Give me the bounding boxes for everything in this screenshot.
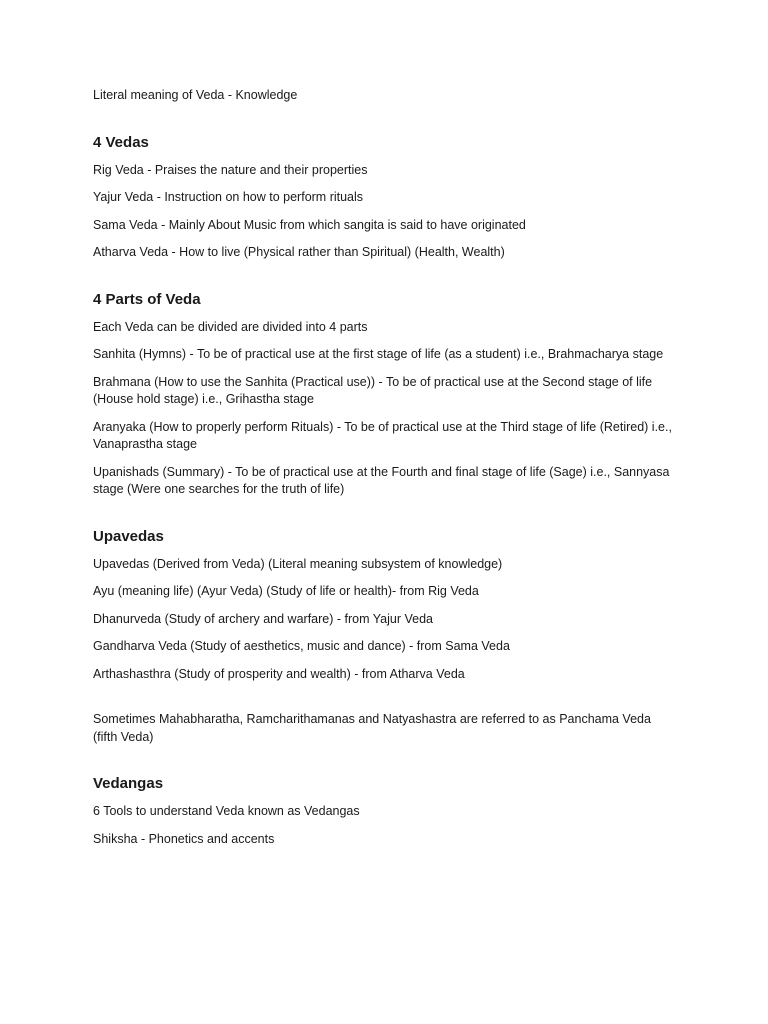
parts-item-sanhita: Sanhita (Hymns) - To be of practical use at the first stage of life (as a student) i.e., Brahmacharya stage xyxy=(93,347,664,361)
upavedas-intro: Upavedas (Derived from Veda) (Literal meaning subsystem of knowledge) xyxy=(93,556,503,571)
vedas-item-atharva: Atharva Veda - How to live (Physical rather than Spiritual) (Health, Wealth) xyxy=(93,245,505,259)
parts-intro: Each Veda can be divided are divided into 4 parts xyxy=(93,319,368,334)
parts-heading: 4 Parts of Veda xyxy=(93,290,201,308)
vedas-heading: 4 Vedas xyxy=(93,133,149,151)
parts-item-brahmana: Brahmana (How to use the Sanhita (Practical use)) - To be of practical use at the Second stage of life (House hold stage) i.e., Grihastha stage xyxy=(93,374,653,406)
parts-item-upanishads: Upanishads (Summary) - To be of practical use at the Fourth and final stage of life (Sage) i.e., Sannyasa stage (Were one searches for the truth of life) xyxy=(93,464,670,496)
parts-item-aranyaka: Aranyaka (How to properly perform Rituals) - To be of practical use at the Third stage of life (Retired) i.e., Vanaprastha stage xyxy=(93,419,672,451)
document-page xyxy=(93,87,678,848)
upavedas-heading: Upavedas xyxy=(93,527,164,545)
upavedas-item-gandharva: Gandharva Veda (Study of aesthetics, music and dance) - from Sama Veda xyxy=(93,639,510,653)
vedangas-intro: 6 Tools to understand Veda known as Vedangas xyxy=(93,804,360,818)
vedas-item-yajur: Yajur Veda - Instruction on how to perform rituals xyxy=(93,190,364,204)
intro-paragraph: Literal meaning of Veda - Knowledge xyxy=(93,88,298,102)
panchama-veda-note: Sometimes Mahabharatha, Ramcharithamanas and Natyashastra are referred to as Panchama Veda (fifth Veda) xyxy=(93,712,651,744)
vedangas-item-shiksha: Shiksha - Phonetics and accents xyxy=(93,831,275,846)
vedangas-heading: Vedangas xyxy=(93,775,164,792)
upavedas-item-ayurveda: Ayu (meaning life) (Ayur Veda) (Study of life or health)- from Rig Veda xyxy=(93,584,479,598)
vedas-item-sama: Sama Veda - Mainly About Music from which sangita is said to have originated xyxy=(93,217,526,232)
upavedas-item-arthashasthra: Arthashasthra (Study of prosperity and wealth) - from Atharva Veda xyxy=(93,666,465,681)
vedas-item-rig: Rig Veda - Praises the nature and their properties xyxy=(93,162,368,177)
upavedas-item-dhanurveda: Dhanurveda (Study of archery and warfare) - from Yajur Veda xyxy=(93,611,433,626)
